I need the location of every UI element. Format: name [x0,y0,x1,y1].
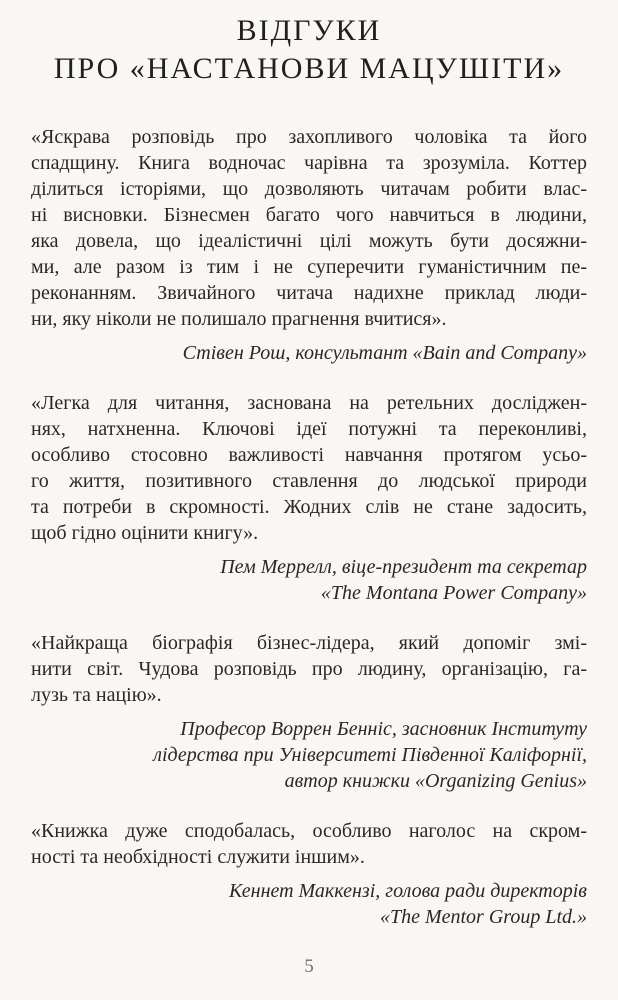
quote-line: нити світ. Чудова розповідь про людину, організацію, га- [31,658,587,680]
quote-attribution-line: Стівен Рош, консультант «Bain and Company» [182,342,587,364]
quote-line: ни, яку ніколи не полишало прагнення вчитися». [31,308,447,330]
quote-attribution-line: Пем Меррелл, віце-президент та секретар [220,556,587,578]
quote-paragraph [31,124,587,366]
quote-line: нях, натхненна. Ключові ідеї потужні та переконливі, [31,418,587,440]
quote-attribution-line: Кеннет Маккензі, голова ради директорів [228,880,587,902]
quote-attribution-line: автор книжки «Organizing Genius» [284,770,587,792]
quote-line: яка довела, що ідеалістичні цілі можуть бути досяжни- [31,230,587,252]
quote-paragraph [31,390,587,606]
quote-line: «Найкраща біографія бізнес-лідера, який допоміг змі- [31,632,587,654]
quote-line: ності та необхідності служити іншим». [31,846,365,868]
page-number: 5 [304,956,314,977]
page-title-line-1: ВІДГУКИ [236,14,382,47]
quote-attribution-line: лідерства при Університеті Південної Каліфорнії, [153,744,587,766]
quote-line: спадщину. Книга водночас чарівна та зрозуміла. Коттер [31,152,587,174]
quote-attribution-line: Професор Воррен Бенніс, засновник Інституту [180,718,587,740]
quote-paragraph [31,630,587,794]
quotes-section [31,124,587,930]
quote-paragraph [31,818,587,930]
quote-attribution [31,878,587,930]
quote-line: «Легка для читання, заснована на ретельних досліджен- [31,392,587,414]
quote-line: реконанням. Звичайного читача надихне приклад люди- [31,282,587,304]
quote-line: «Книжка дуже сподобалась, особливо наголос на скром- [31,820,587,842]
quote-line: щоб гідно оцінити книгу». [31,522,259,544]
quote-attribution [31,554,587,606]
quote-line: ні висновки. Бізнесмен багато чого навчиться в людини, [31,204,587,226]
quote-line: ми, але разом із тим і не суперечити гуманістичним пе- [31,256,587,278]
page-title [31,12,587,88]
quote-line: «Яскрава розповідь про захопливого чоловіка та його [31,126,587,148]
quote-line: лузь та націю». [31,684,162,706]
quote-line: особливо стосовно важливості навчання протягом усьо- [31,444,587,466]
quote-line: ділиться історіями, що дозволяють читачам робити влас- [31,178,587,200]
quote-attribution-line: «The Mentor Group Ltd.» [379,906,587,928]
quote-attribution-line: «The Montana Power Company» [320,582,587,604]
quote-attribution [31,716,587,794]
quote-line: го життя, позитивного ставлення до людської природи [31,470,587,492]
page-title-line-2: ПРО «НАСТАНОВИ МАЦУШІТИ» [53,52,565,85]
quote-attribution [31,340,587,366]
quote-line: та потреби в скромності. Жодних слів не стане задосить, [31,496,587,518]
